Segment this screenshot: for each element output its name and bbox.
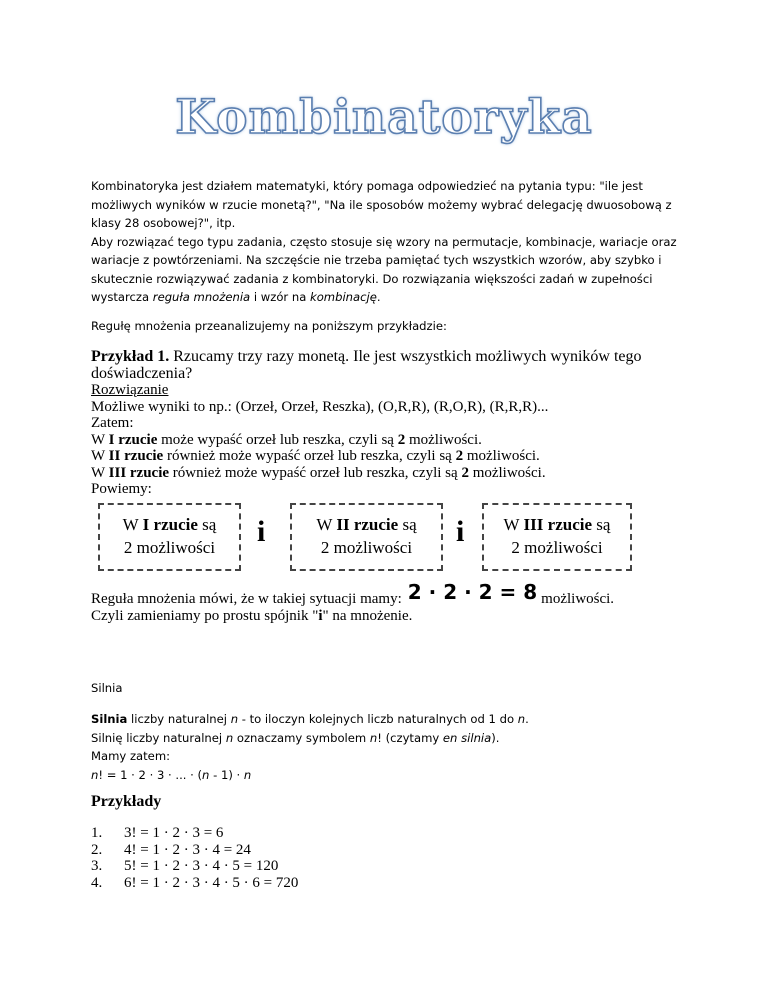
rule-formula: 2 · 2 · 2 = 8 <box>407 580 538 604</box>
example-label: Przykład 1. <box>91 348 170 365</box>
list-item <box>91 858 298 875</box>
text-italic: n <box>369 730 378 745</box>
intro-paragraph-1: Kombinatoryka jest działem matematyki, który pomaga odpowiedzieć na pytania typu: "ile jest możliwych wyników w rzucie monetą?", "Na ile sposobów możemy wybrać delegację dwuosobową z klasy 28 osobowej?", itp. <box>91 179 672 230</box>
silnia-line-2 <box>91 729 691 748</box>
silnia-line-1 <box>91 710 691 729</box>
text-bold: 2 <box>461 464 469 481</box>
text: ! (czytamy <box>377 730 443 745</box>
example-outcomes: Możliwe wyniki to np.: (Orzeł, Orzeł, Reszka), (O,R,R), (R,O,R), (R,R,R)... <box>91 398 549 415</box>
list-text: 4! = 1 · 2 · 3 · 4 = 24 <box>124 841 251 858</box>
text: możliwości. <box>405 431 482 448</box>
box-line-1 <box>292 513 441 536</box>
list-number: 3. <box>91 858 103 874</box>
text-bold: 2 <box>397 431 406 448</box>
box-line-2: 2 możliwości <box>123 538 216 557</box>
rule-statement <box>91 580 691 624</box>
conjunction-i: i <box>456 515 465 548</box>
text: - 1) · <box>209 767 244 782</box>
example-we-say: Powiemy: <box>91 481 152 497</box>
text-bold: II rzucie <box>336 515 399 534</box>
text: możliwości. <box>541 591 615 607</box>
list-item <box>91 875 298 892</box>
example-line <box>91 432 651 449</box>
box-line-2: 2 możliwości <box>320 538 413 557</box>
example-question-text: Rzucamy trzy razy monetą. Ile jest wszystkich możliwych wyników tego doświadczenia? <box>91 348 642 382</box>
text: Silnię liczby naturalnej <box>91 730 226 745</box>
intro-text: . <box>376 290 381 304</box>
conjunction-i: i <box>257 515 266 548</box>
text-italic: n <box>225 730 234 745</box>
text: możliwości. <box>463 448 540 464</box>
text: Czyli zamieniamy po prostu spójnik " <box>91 607 319 624</box>
box-line-1 <box>100 513 239 536</box>
list-text: 6! = 1 · 2 · 3 · 4 · 5 · 6 = 720 <box>124 874 299 891</box>
intro-section <box>91 177 691 307</box>
list-number: 4. <box>91 874 103 891</box>
text: ). <box>491 730 500 745</box>
text: również może wypaść orzeł lub reszka, czyli są <box>163 448 456 464</box>
text-italic: en silnia <box>442 730 492 745</box>
example-thus: Zatem: <box>91 415 134 431</box>
list-text: 5! = 1 · 2 · 3 · 4 · 5 = 120 <box>124 858 279 874</box>
examples-heading: Przykłady <box>91 793 162 810</box>
intro-text: i wzór na <box>250 290 310 304</box>
box-line-1 <box>484 513 630 536</box>
text: W <box>316 515 337 534</box>
text-italic: n <box>202 767 210 782</box>
text: . <box>525 712 529 726</box>
text: są <box>197 515 217 534</box>
list-item <box>91 825 298 842</box>
intro-paragraph-2 <box>91 233 691 307</box>
text-bold: III rzucie <box>108 464 170 481</box>
examples-list <box>91 825 298 891</box>
list-number: 2. <box>91 841 103 858</box>
text-bold: III rzucie <box>523 515 593 534</box>
text-italic: n <box>243 767 252 782</box>
box-line-2: 2 możliwości <box>511 538 603 557</box>
silnia-line-3: Mamy zatem: <box>91 749 171 763</box>
title-area <box>0 88 768 148</box>
solution-label <box>91 382 651 399</box>
text: również może wypaść orzeł lub reszka, czyli są <box>169 464 462 481</box>
text-italic: n <box>230 712 239 726</box>
text: możliwości. <box>468 464 546 481</box>
solution-label-text: Rozwiązanie <box>91 382 169 398</box>
text: W <box>122 515 143 534</box>
text-bold: 2 <box>455 448 464 464</box>
text-bold: i <box>318 607 323 624</box>
emphasis-combination: kombinację <box>310 290 377 304</box>
example-question <box>91 348 651 382</box>
text: są <box>398 515 417 534</box>
text-bold: I rzucie <box>142 515 198 534</box>
throw-box-3 <box>482 503 632 571</box>
text: ! = 1 · 2 · 3 · ... · ( <box>98 767 203 782</box>
text: - to iloczyn kolejnych liczb naturalnych od 1 do <box>238 712 518 726</box>
example-line <box>91 465 651 482</box>
text-italic: n <box>517 712 526 726</box>
text: Reguła mnożenia mówi, że w takiej sytuacji mamy: <box>91 591 402 607</box>
list-number: 1. <box>91 825 103 841</box>
list-item <box>91 842 298 859</box>
silnia-definition <box>91 710 691 784</box>
rule-intro: Regułę mnożenia przeanalizujemy na poniższym przykładzie: <box>91 319 447 333</box>
text-italic: n <box>91 767 99 782</box>
text: oznaczamy symbolem <box>233 730 370 745</box>
silnia-formula <box>91 766 691 785</box>
text: liczby naturalnej <box>127 712 231 726</box>
rule-line-2 <box>91 608 691 625</box>
text: W <box>503 515 524 534</box>
rule-line-1 <box>91 580 691 608</box>
text: W <box>91 464 109 481</box>
text: są <box>592 515 611 534</box>
text-bold: II rzucie <box>108 448 164 464</box>
throw-box-2 <box>290 503 443 571</box>
throw-box-1 <box>98 503 241 571</box>
example-line <box>91 448 651 465</box>
text: W <box>91 448 109 464</box>
text: " na mnożenie. <box>322 607 413 624</box>
text-bold: Silnia <box>91 712 128 726</box>
example-1 <box>91 348 651 498</box>
intro-text: Aby rozwiązać tego typu zadania, często stosuje się wzory na permutacje, kombinacje, wariacje oraz wariacje z powtórzeniami. Na szczęście nie trzeba pamiętać tych wszystkich wzorów, aby szybko i skutecznie rozwiązywać zadania z kombinatoryki. Do rozwiązania większości zadań w zupełności wystarcza <box>91 234 677 304</box>
text: może wypaść orzeł lub reszka, czyli są <box>157 431 398 448</box>
text-bold: I rzucie <box>108 431 158 448</box>
page-title: Kombinatoryka <box>175 90 593 145</box>
emphasis-rule: reguła mnożenia <box>152 290 251 304</box>
list-text: 3! = 1 · 2 · 3 = 6 <box>124 825 224 841</box>
silnia-heading: Silnia <box>91 681 123 695</box>
text: W <box>91 431 109 448</box>
